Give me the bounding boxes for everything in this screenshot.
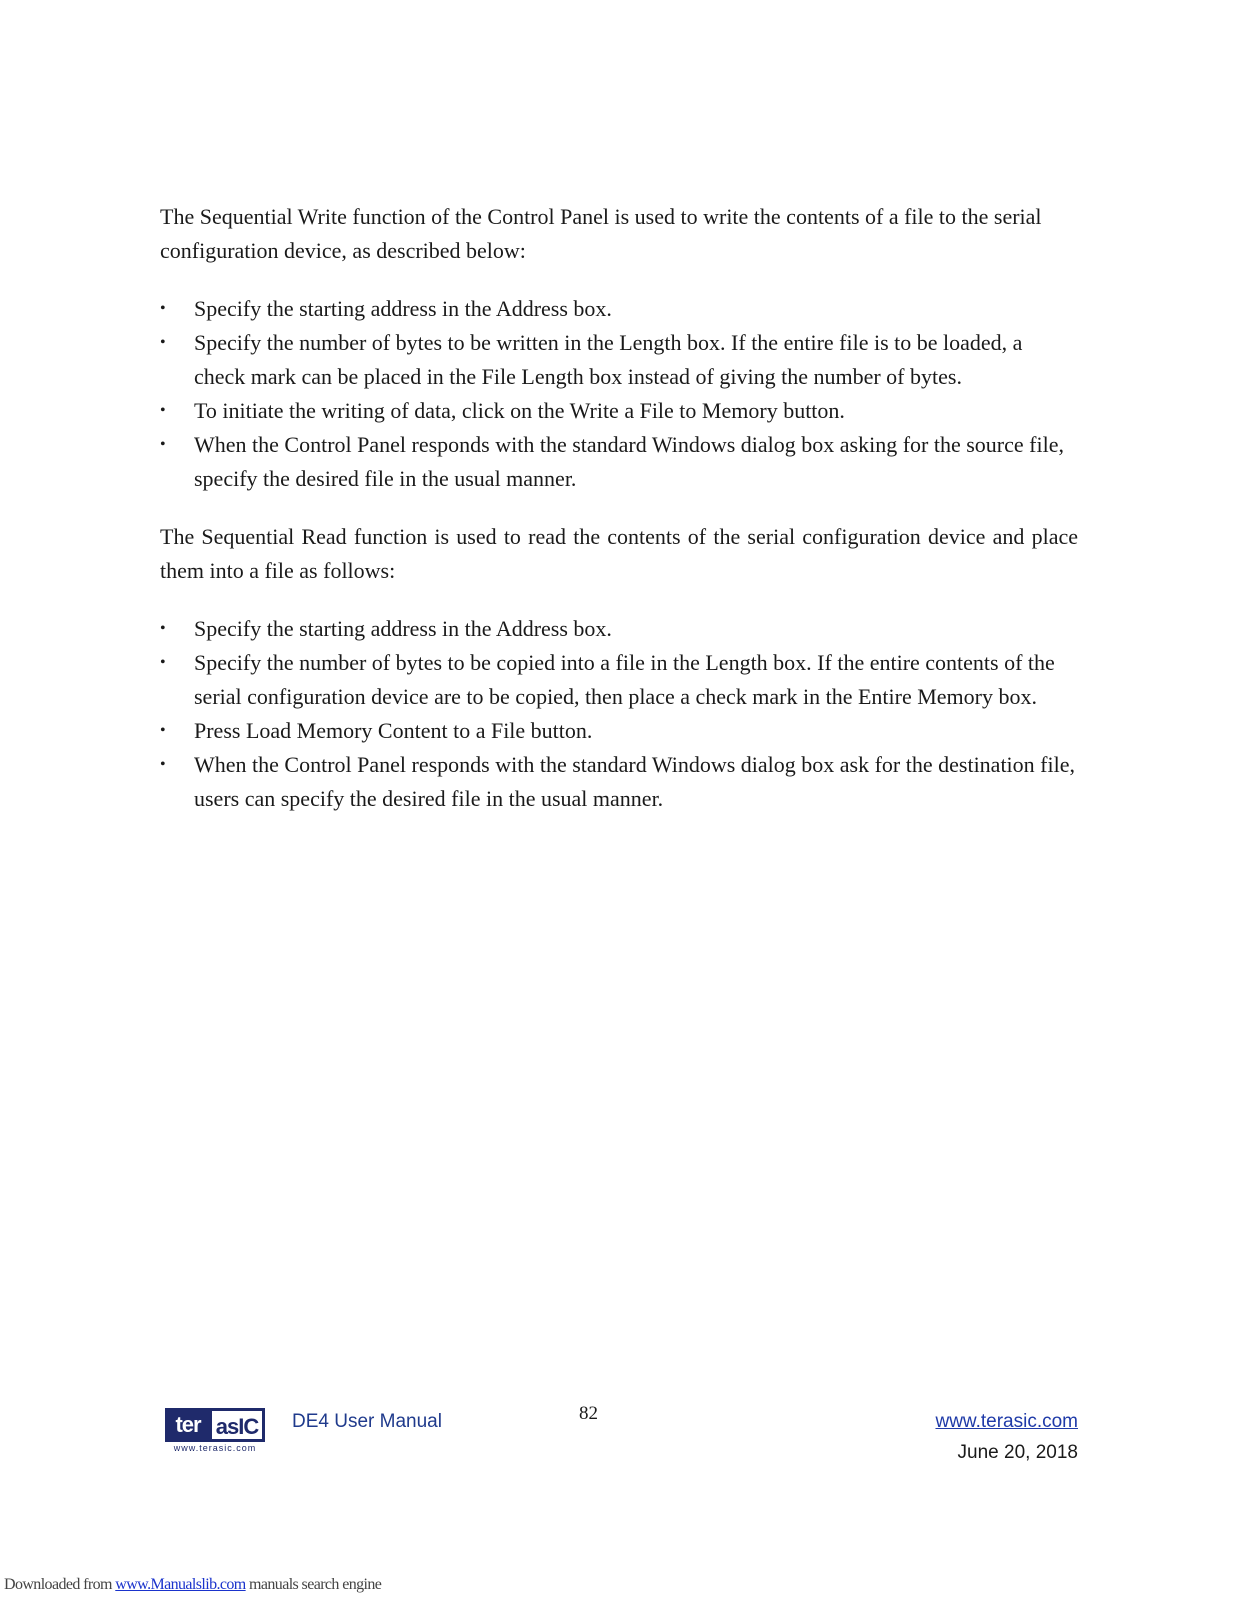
sequential-read-steps — [160, 612, 1078, 816]
manual-title: DE4 User Manual — [292, 1411, 442, 1432]
manualslib-link[interactable]: www.Manualslib.com — [115, 1576, 246, 1593]
download-prefix: Downloaded from — [4, 1576, 116, 1593]
terasic-website-link[interactable]: www.terasic.com — [935, 1411, 1078, 1432]
logo-url: www.terasic.com — [173, 1443, 257, 1453]
bullet-icon: • — [160, 436, 166, 453]
download-source-line — [4, 1576, 381, 1594]
terasic-logo — [165, 1408, 267, 1456]
download-suffix: manuals search engine — [245, 1576, 382, 1593]
bullet-icon: • — [160, 334, 166, 351]
list-item-text: When the Control Panel responds with the standard Windows dialog box ask for the destination file, users can specify the desired file in the usual manner. — [194, 752, 1075, 811]
list-item-text: When the Control Panel responds with the standard Windows dialog box asking for the source file, specify the desired file in the usual manner. — [194, 432, 1064, 491]
bullet-icon: • — [160, 756, 166, 773]
page-number: 82 — [579, 1403, 598, 1424]
revision-date: June 20, 2018 — [957, 1442, 1078, 1463]
bullet-icon: • — [160, 620, 166, 637]
list-item — [160, 612, 1078, 646]
list-item-text: Specify the number of bytes to be written in the Length box. If the entire file is to be loaded, a check mark can be placed in the File Length box instead of giving the number of bytes. — [194, 330, 1023, 389]
sequential-read-intro: The Sequential Read function is used to read the contents of the serial configuration device and place them into a file as follows: — [160, 524, 1078, 583]
list-item-text: Specify the starting address in the Address box. — [194, 616, 612, 641]
list-item — [160, 326, 1078, 394]
logo-text-left: ter — [166, 1409, 210, 1441]
list-item — [160, 394, 1078, 428]
sequential-write-steps — [160, 292, 1078, 496]
list-item — [160, 748, 1078, 816]
list-item — [160, 714, 1078, 748]
list-item-text: Specify the starting address in the Address box. — [194, 296, 612, 321]
list-item-text: Press Load Memory Content to a File button. — [194, 718, 593, 743]
list-item-text: Specify the number of bytes to be copied into a file in the Length box. If the entire contents of the serial configuration device are to be copied, then place a check mark in the Entire Memory box. — [194, 650, 1055, 709]
list-item — [160, 646, 1078, 714]
list-item — [160, 292, 1078, 326]
list-item — [160, 428, 1078, 496]
sequential-write-intro: The Sequential Write function of the Control Panel is used to write the contents of a file to the serial configuration device, as described below: — [160, 204, 1042, 263]
page-content — [160, 200, 1078, 840]
logo-mark — [165, 1408, 265, 1442]
bullet-icon: • — [160, 722, 166, 739]
logo-text-right: asIC — [210, 1409, 264, 1441]
list-item-text: To initiate the writing of data, click on the Write a File to Memory button. — [194, 398, 845, 423]
bullet-icon: • — [160, 654, 166, 671]
bullet-icon: • — [160, 300, 166, 317]
bullet-icon: • — [160, 402, 166, 419]
